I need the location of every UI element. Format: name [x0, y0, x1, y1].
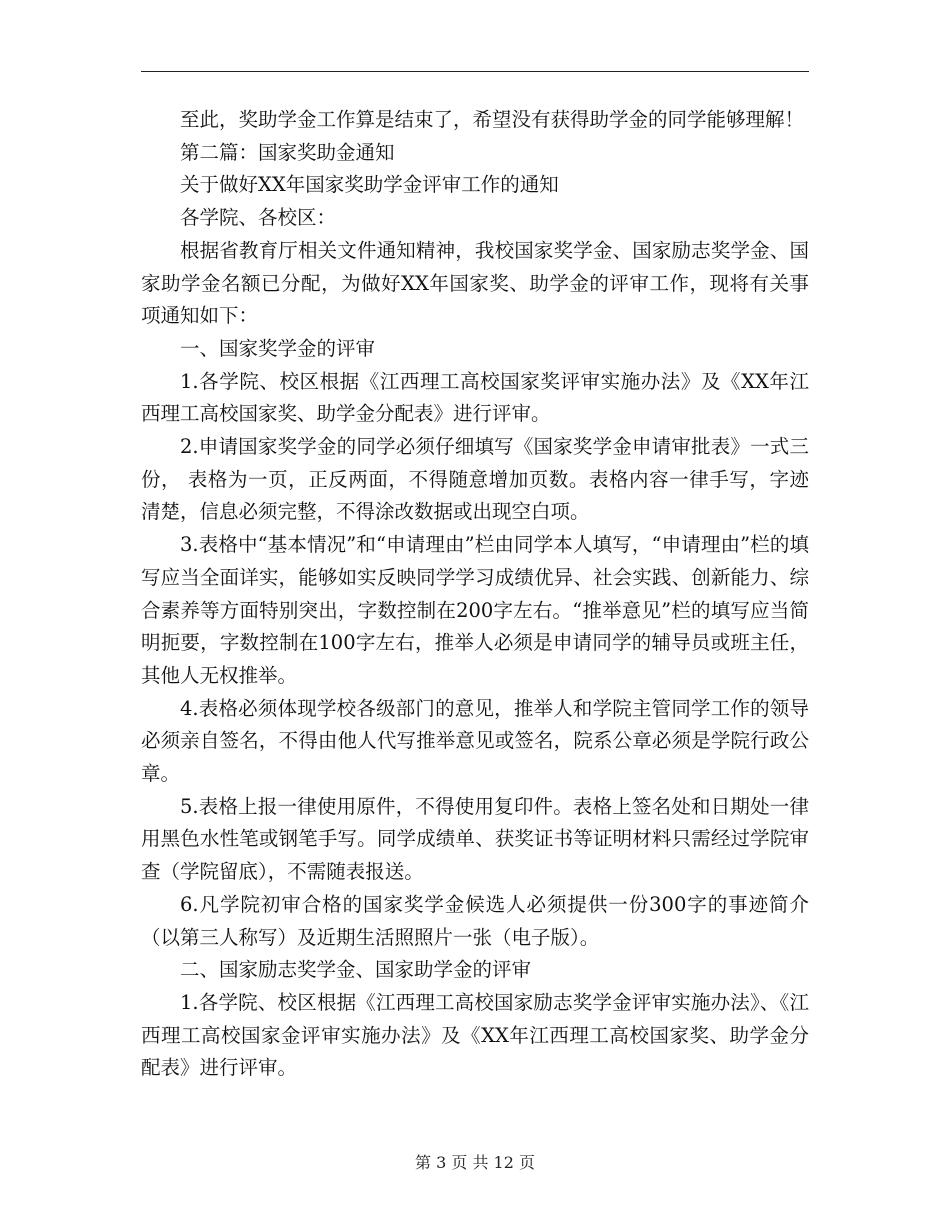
salutation: 各学院、各校区：	[180, 206, 337, 230]
section-title: 第二篇：国家奖助金通知	[180, 140, 395, 164]
document-body	[141, 104, 809, 1085]
item-paragraph: 1.各学院、校区根据《江西理工高校国家励志奖学金评审实施办法》、《江西理工高校国家金评审实施办法》及《XX年江西理工高校国家奖、助学金分配表》进行评审。	[141, 990, 809, 1080]
header-rule	[141, 71, 809, 72]
closing-paragraph: 至此，奖助学金工作算是结束了，希望没有获得助学金的同学能够理解！	[180, 108, 805, 131]
notice-title: 关于做好XX年国家奖助学金评审工作的通知	[180, 173, 559, 197]
item-paragraph: 5.表格上报一律使用原件，不得使用复印件。表格上签名处和日期处一律用黑色水性笔或钢笔手写。同学成绩单、获奖证书等证明材料只需经过学院审查（学院留底），不需随表报送。	[141, 794, 809, 884]
item-paragraph: 6.凡学院初审合格的国家奖学金候选人必须提供一份300字的事迹简介（以第三人称写）及近期生活照照片一张（电子版）。	[141, 892, 809, 949]
heading-encouragement-scholarship: 二、国家励志奖学金、国家助学金的评审	[180, 958, 532, 982]
page-number-footer: 第 3 页 共 12 页	[415, 1153, 535, 1172]
item-paragraph: 4.表格必须体现学校各级部门的意见，推举人和学院主管同学工作的领导必须亲自签名，不得由他人代写推举意见或签名，院系公章必须是学院行政公章。	[141, 696, 809, 786]
item-paragraph: 1.各学院、校区根据《江西理工高校国家奖评审实施办法》及《XX年江西理工高校国家奖、助学金分配表》进行评审。	[141, 369, 809, 426]
intro-paragraph: 根据省教育厅相关文件通知精神，我校国家奖学金、国家励志奖学金、国家助学金名额已分配，为做好XX年国家奖、助学金的评审工作，现将有关事项通知如下：	[141, 238, 809, 328]
heading-national-scholarship: 一、国家奖学金的评审	[180, 336, 376, 360]
item-paragraph: 2.申请国家奖学金的同学必须仔细填写《国家奖学金申请审批表》一式三份， 表格为一页，正反两面，不得随意增加页数。表格内容一律手写，字迹清楚，信息必须完整，不得涂改数据或出现空白项。	[141, 435, 809, 524]
item-paragraph: 3.表格中“基本情况”和“申请理由”栏由同学本人填写，“申请理由”栏的填写应当全面详实，能够如实反映同学学习成绩优异、社会实践、创新能力、综合素养等方面特别突出，字数控制在200字左右。“推举意见”栏的填写应当简明扼要，字数控制在100字左右，推举人必须是申请同学的辅导员或班主任，其他人无权推举。	[141, 533, 809, 687]
